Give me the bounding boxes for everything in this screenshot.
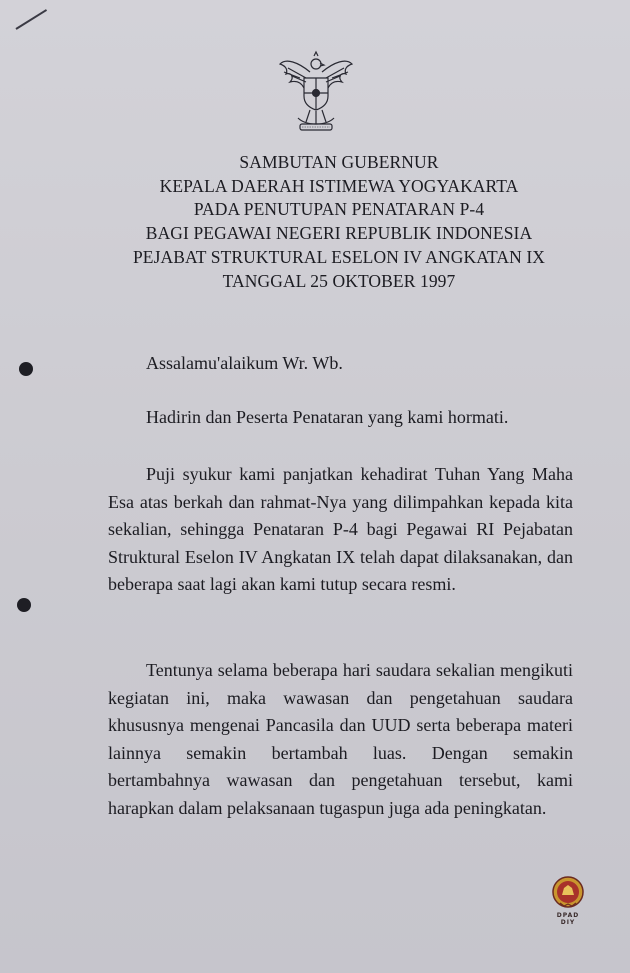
- title-line: PEJABAT STRUKTURAL ESELON IV ANGKATAN IX: [132, 246, 546, 267]
- archive-stamp: [550, 873, 586, 929]
- punch-hole-bottom: [17, 598, 31, 612]
- garuda-emblem-icon: [276, 48, 356, 134]
- pencil-mark: [15, 9, 47, 30]
- greeting: Assalamu'alaikum Wr. Wb.: [146, 353, 343, 373]
- document-title: [100, 151, 578, 293]
- paragraph-opening: Puji syukur kami panjatkan kehadirat Tuhan Yang Maha Esa atas berkah dan rahmat-Nya yang dilimpahkan kepada kita sekalian, sehingga Penataran P-4 bagi Pegawai RI Pejabatan Struktural Eselon IV Angkatan IX telah dapat dilaksanakan, dan beberapa saat lagi akan kami tutup secara resmi.: [108, 464, 573, 594]
- audience-salutation: Hadirin dan Peserta Penataran yang kami hormati.: [146, 407, 509, 427]
- title-line: PADA PENUTUPAN PENATARAN P-4: [193, 199, 485, 220]
- title-line: TANGGAL 25 OKTOBER 1997: [222, 270, 456, 291]
- stamp-label: DIY: [560, 919, 576, 926]
- stamp-label: DPAD: [556, 912, 580, 919]
- title-line: BAGI PEGAWAI NEGERI REPUBLIK INDONESIA: [145, 223, 533, 244]
- title-line: SAMBUTAN GUBERNUR: [239, 152, 439, 172]
- archive-seal-icon: [550, 873, 586, 913]
- paragraph-closing: Tentunya selama beberapa hari saudara sekalian mengikuti kegiatan ini, maka wawasan dan pengetahuan saudara khususnya mengenai Pancasila dan UUD serta beberapa materi lainnya semakin bertambah luas. Dengan semakin bertambahnya wawasan dan pengetahuan tersebut, kami harapkan dalam pelaksanaan tugaspun juga ada peningkatan.: [108, 660, 573, 818]
- punch-hole-top: [19, 362, 33, 376]
- title-line: KEPALA DAERAH ISTIMEWA YOGYAKARTA: [159, 175, 519, 196]
